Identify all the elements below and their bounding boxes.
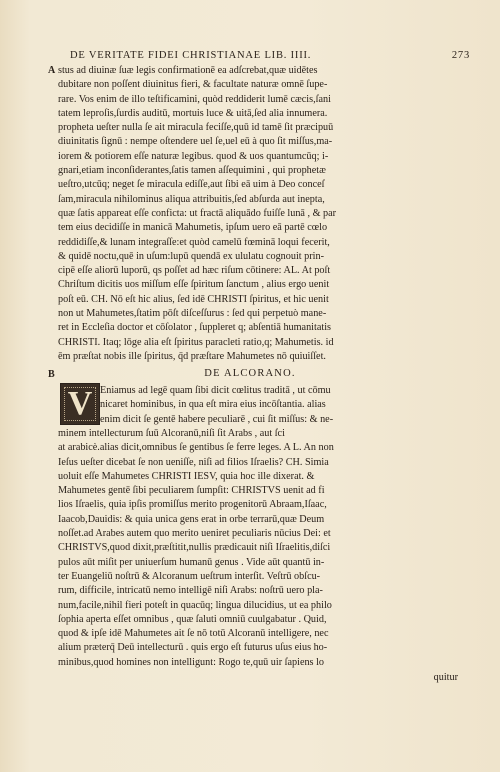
text-line: cipē eſſe aliorū luporū, qs poſſet ad hæc riſum cōtinere: AL. At poſt <box>58 265 331 277</box>
text-line: ret in Eccleſia doctor et cōſolator , ſuppleret q; abſentiā humanitatis <box>58 322 331 334</box>
text-line: tatem leproſis,ſurdis auditū, mortuis luce & uitā,ſed alia innumera. <box>58 107 328 119</box>
text-line: Chriſtum dicitis uos miſſum eſſe ſpiritum ſanctum , alius ergo uenit <box>58 279 330 291</box>
text-line: alium præterq̄ Deū intellecturū . quis ergo eſt futurus uſus eius ho- <box>58 642 328 654</box>
text-line: nicaret hominibus, in qua eſt mira eius incōſtantia. alias <box>100 399 326 411</box>
text-line: rare. Vos enim de illo teſtificamini, quòd reddiderit lumē cæcis,ſani <box>58 93 331 105</box>
text-line: ſophia aperta eſſet omnibus , quæ ſaluti omniū cuulgabatur . Quid, <box>58 613 327 625</box>
text-line: iorem & potiorem eſſe naturæ legibus. quod & uos quantumcūq; i- <box>58 150 329 162</box>
text-line: ueſtro,utcūq; neget ſe miracula ediſſe,aut ſibi eā uim à Deo conceſ <box>58 179 325 191</box>
text-line: diuinitatis ſignū : nempe oſtendere uel ſe,uel eū à quo ſit miſſus,ma- <box>58 136 333 148</box>
text-line: Iaacob,Dauidis: & quia unica gens erat in orbe terrarū,quæ Deum <box>58 513 325 525</box>
running-title: DE VERITATE FIDEI CHRISTIANAE LIB. IIII. <box>70 50 312 61</box>
text-line: ſam,miracula nihilominus aliqua attribuitis,ſed abſurda aut inepta, <box>58 193 325 205</box>
text-line: lios Iſraelis, quia ipſis promiſſus merito progenitorū Abraam,Iſaac, <box>58 499 327 511</box>
text-line: Ieſus ueſter dicebat ſe non ueniſſe, niſi ad filios Iſraelis? CH. Simia <box>58 456 329 468</box>
text-line: CHRISTI. Itaq; lōge alia eſt ſpiritus paracleti ratio,q; Mahumetis. id <box>58 336 334 348</box>
section-title: DE ALCORANO. <box>204 368 296 379</box>
text-line: at arabicè.alias dicit,omnibus ſe gentibus ſe ferre leges. A L. An non <box>58 442 334 454</box>
text-line: num,facile,nihil fieri poteſt in quacūq; lingua dilucidius, ut ea philo <box>58 599 332 611</box>
text-line: CHRISTVS,quod dixit,præſtitit,nullis prædicauit niſi Iſraelitis,diſci <box>58 542 331 554</box>
text-line: rum, difficile, intricatū nemo intelligē niſi Arabs: noſtrū uero pla- <box>58 585 323 597</box>
text-line: enim dicit ſe gentē habere peculiarē , cui ſit miſſus: & ne- <box>100 413 334 425</box>
text-line: poſt eū. CH. Nō eſt hic alius, ſed idē CHRISTI ſpiritus, et hic uenit <box>58 293 329 305</box>
text-line: ter Euangeliū noſtrū & Alcoranum ueſtrum interſit. Veſtrū obſcu- <box>58 570 321 582</box>
catchword: quitur <box>433 672 458 683</box>
text-line: reddidiſſe,& lunam integraſſe:et quòd camelū fœminā loqui fecerit, <box>58 236 330 248</box>
text-line: quod & ipſe idē Mahumetes ait ſe nō totū Alcoranū intelligere, nec <box>58 628 329 640</box>
text-line: quæ ſatis appareat eſſe conficta: ut fractā aliquādo fuiſſe lunā , & par <box>58 207 337 219</box>
text-line: stus ad diuinæ ſuæ legis confirmationē ea adſcrebat,quæ uidētes <box>58 65 318 76</box>
text-line: minibus,quod homines non intelligunt: Rogo te,quū uir ſapiens lo <box>58 656 324 668</box>
page-number: 273 <box>451 50 470 61</box>
text-line: Mahumetes gentē ſibi peculiarem ſumpſit: CHRISTVS uenit ad fi <box>58 485 325 497</box>
text-line: minem intellecturum ſuū Alcoranū,niſi ſit Arabs , aut ſci <box>58 428 285 439</box>
paragraph-block-1 <box>58 64 458 364</box>
text-line: tem eius decidiſſe in manicā Mahumetis, ipſum uero eā partē cœlo <box>58 222 328 234</box>
text-line: gnari,etiam inconſiderantes,ſatis tamen aſſequimini , qui prophetæ <box>58 165 326 177</box>
paragraph-block-2 <box>58 427 458 670</box>
paragraph-block-2-indented <box>58 384 500 427</box>
text-line: ēm præſtat nobis ille ſpiritus, q̄d præſtare Mahumetes nō quiuiſſet. <box>58 350 326 362</box>
text-line: uoluit eſſe Mahumetes CHRISTI IESV, quia hoc ille dixerat. & <box>58 470 315 482</box>
running-header <box>70 50 470 61</box>
marginal-letter-a: A <box>48 65 56 76</box>
text-line: pulos aūt miſit per uniuerſum humanū genus . Vide aūt quantū in- <box>58 556 325 568</box>
decorated-initial: V <box>60 383 100 425</box>
text-line: propheta ueſter nulla ſe ait miracula feciſſe,quū id tamē ſit præcipuū <box>58 122 334 134</box>
text-line: Eniamus ad legē quam ſibi dicit cœlitus traditā , ut cōmu <box>100 385 331 396</box>
text-line: noſſet.ad Arabes autem quo merito ueniret peculiaris nūcius Dei: et <box>58 528 331 540</box>
text-line: dubitare non poſſent diuinitus fieri, & facultate naturæ omnē ſupe- <box>58 79 328 91</box>
marginal-letter-b: B <box>48 369 55 380</box>
text-line: non ut Mahumetes,ſtatim pōſt diſceſſurus : ſed qui perpetuò mane- <box>58 308 327 320</box>
text-line: & quidē noctu,quē in uſum:lupū quendā ex ululatu cognouit prin- <box>58 250 324 262</box>
